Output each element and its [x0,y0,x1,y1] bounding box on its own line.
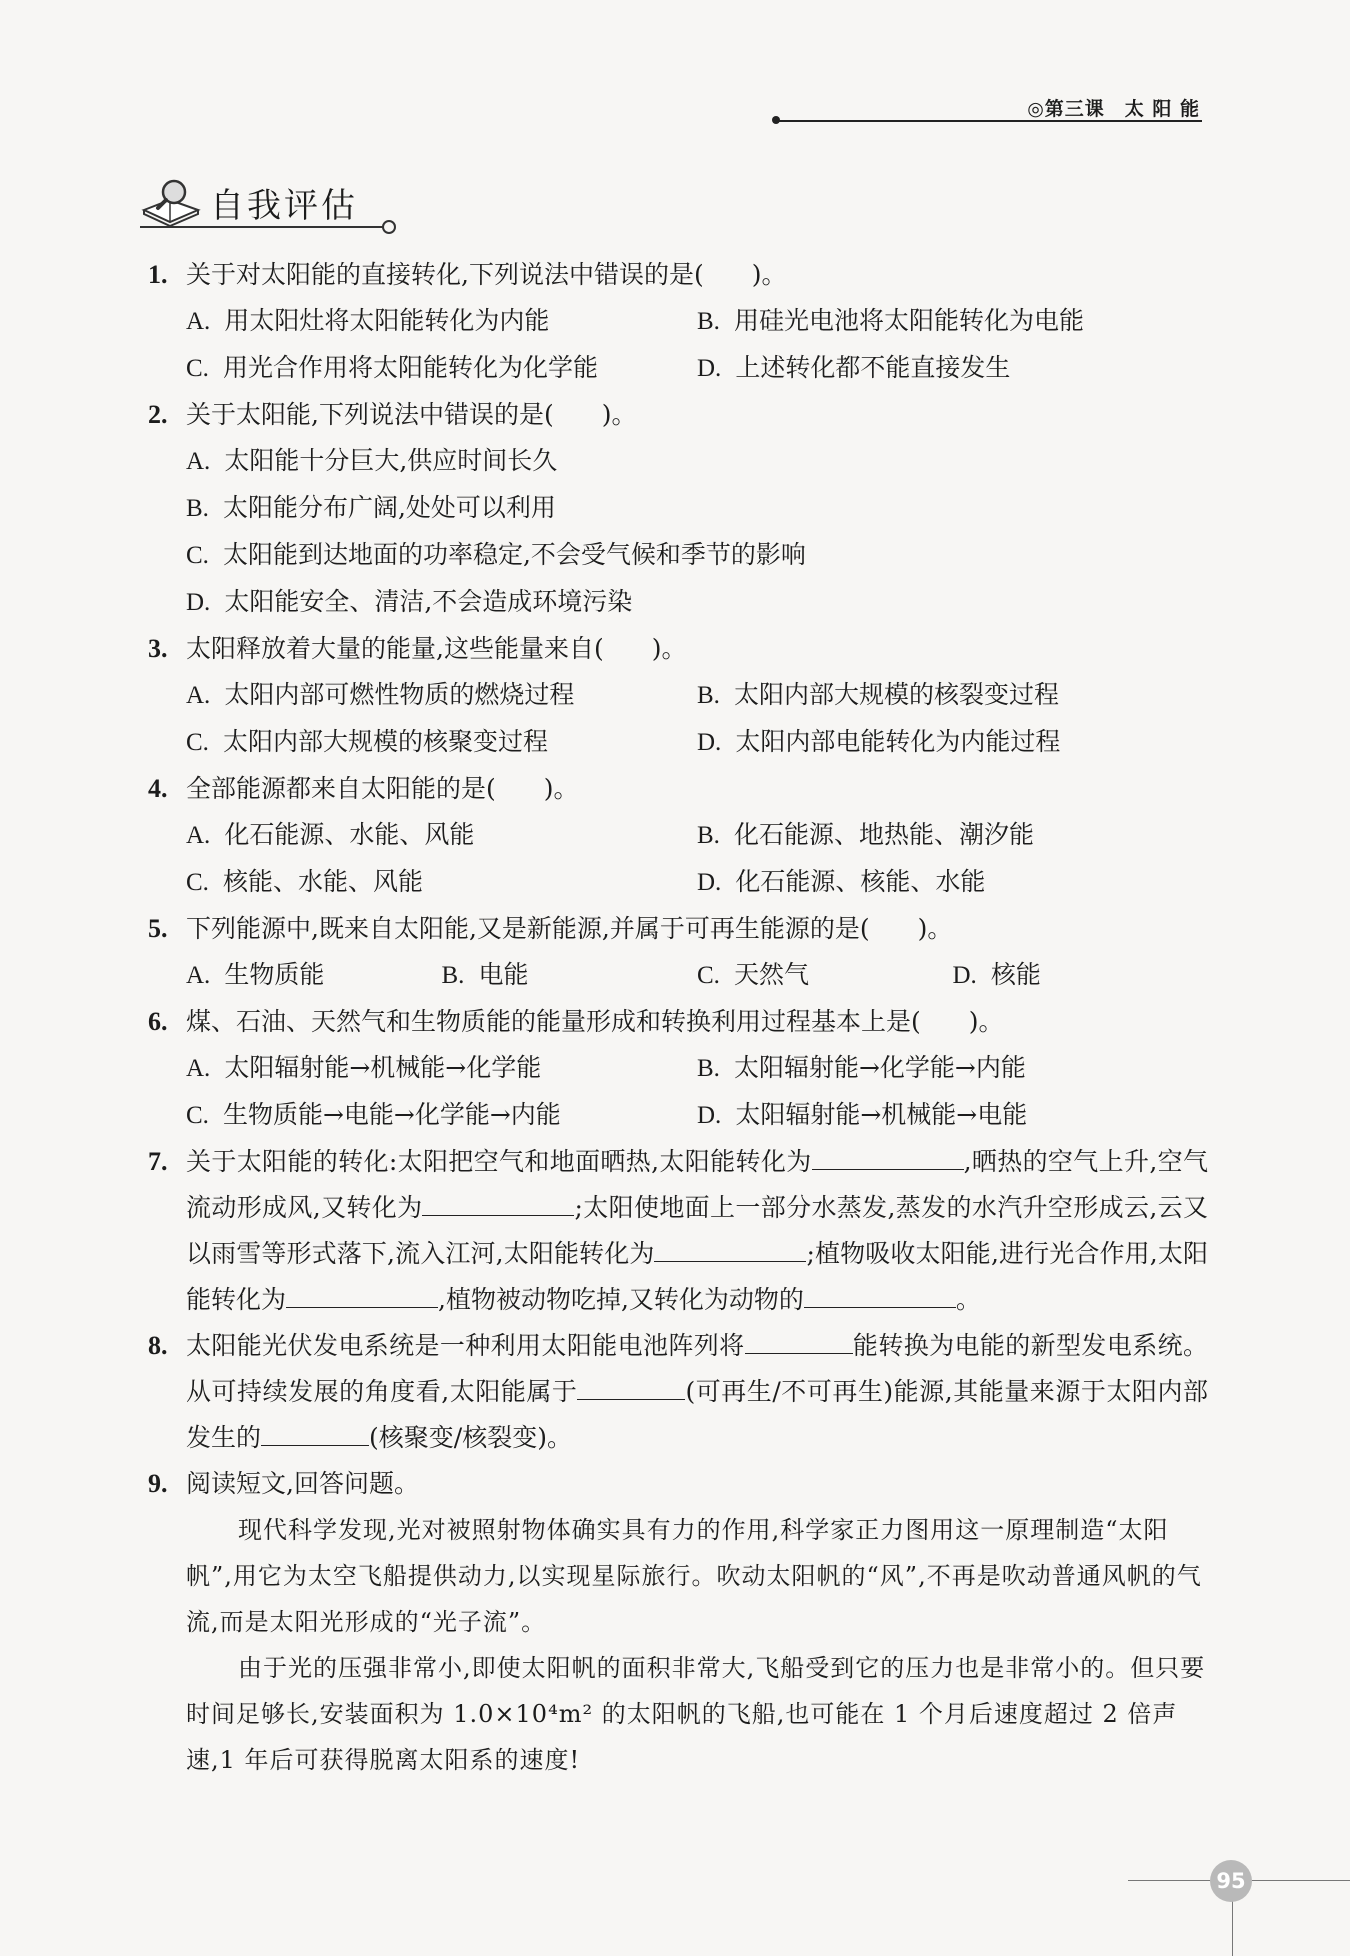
question-1: 1. 关于对太阳能的直接转化,下列说法中错误的是( )。 A. 用太阳灶将太阳能转化为内能 B. 用硅光电池将太阳能转化为电能 C. 用光合作用将太阳能转化为化学能 D. 上述转化都不能直接发生 [148,252,1208,392]
fill-blank[interactable] [745,1323,853,1354]
option-a[interactable]: A. 太阳辐射能→机械能→化学能 [186,1053,542,1082]
option-d[interactable]: D. 太阳辐射能→机械能→电能 [697,1100,1028,1129]
page-number-ornament [1120,1860,1350,1956]
option-a[interactable]: A. 生物质能 [186,960,325,989]
page-rule-right [1252,1880,1350,1881]
option-c[interactable]: C. 天然气 [697,960,809,989]
magnifier-book-icon [140,176,202,226]
option-c[interactable]: C. 太阳内部大规模的核聚变过程 [186,727,548,756]
section-rule-end [382,220,396,234]
lesson-header: ◎第三课 太 阳 能 [1027,98,1200,120]
option-b[interactable]: B. 太阳内部大规模的核裂变过程 [697,680,1059,709]
question-stem: 太阳释放着大量的能量,这些能量来自( [186,634,604,663]
question-stem: 关于对太阳能的直接转化,下列说法中错误的是( [186,260,704,289]
question-number: 9. [148,1469,168,1498]
option-b[interactable]: B. 电能 [441,960,529,989]
question-stem: 关于太阳能的转化:太阳把空气和地面晒热,太阳能转化为 ,晒热的空气上升,空气流动形成风,又转化为 ;太阳使地面上一部分水蒸发,蒸发的水汽升空形成云,云又以雨雪等形式落下,流入江河,太阳能转化为 ;植物吸收太阳能,进行光合作用,太阳能转化为 ,植物被动物吃掉,又转化为动物的 。 [186,1139,1208,1323]
option-a[interactable]: A. 化石能源、水能、风能 [186,820,475,849]
option-a[interactable]: A. 用太阳灶将太阳能转化为内能 [186,306,550,335]
options [186,298,1208,392]
fill-blank[interactable] [577,1369,685,1400]
option-a[interactable]: A. 太阳内部可燃性物质的燃烧过程 [186,680,575,709]
fill-blank[interactable] [261,1415,369,1446]
question-6: 6. 煤、石油、天然气和生物质能的能量形成和转换利用过程基本上是( )。 A. 太阳辐射能→机械能→化学能 B. 太阳辐射能→化学能→内能 C. 生物质能→电能→化学能→内能 D. 太阳辐射能→机械能→电能 [148,999,1208,1139]
option-d[interactable]: D. 太阳内部电能转化为内能过程 [697,727,1061,756]
question-stem: 煤、石油、天然气和生物质能的能量形成和转换利用过程基本上是( [186,1007,921,1036]
question-stem: 太阳能光伏发电系统是一种利用太阳能电池阵列将 能转换为电能的新型发电系统。从可持续发展的角度看,太阳能属于 (可再生/不可再生)能源,其能量来源于太阳内部发生的 (核聚变/核裂变)。 [186,1323,1208,1461]
option-c[interactable]: C. 太阳能到达地面的功率稳定,不会受气候和季节的影响 [186,540,806,569]
page-rule-vertical [1232,1896,1233,1956]
options [186,1045,1208,1139]
question-9 [148,1461,1208,1783]
fill-blank[interactable] [812,1139,964,1170]
option-c[interactable]: C. 核能、水能、风能 [186,867,423,896]
question-stem: 阅读短文,回答问题。 [186,1469,419,1498]
reading-paragraph: 由于光的压强非常小,即使太阳帆的面积非常大,飞船受到它的压力也是非常小的。但只要时间足够长,安装面积为 1.0×10⁴m² 的太阳帆的飞船,也可能在 1 个月后速度超过 2 倍声速,1 年后可获得脱离太阳系的速度! [186,1654,1206,1774]
question-list [148,252,1208,1783]
fill-blank[interactable] [286,1277,438,1308]
question-number: 5. [148,914,168,943]
question-number: 8. [148,1331,168,1360]
page-number: 95 [1210,1860,1252,1902]
options [186,438,1208,626]
question-stem: 下列能源中,既来自太阳能,又是新能源,并属于可再生能源的是( [186,914,870,943]
question-4: 4. 全部能源都来自太阳能的是( )。 A. 化石能源、水能、风能 B. 化石能源、地热能、潮汐能 C. 核能、水能、风能 D. 化石能源、核能、水能 [148,766,1208,906]
question-stem: 关于太阳能,下列说法中错误的是( [186,400,554,429]
option-c[interactable]: C. 用光合作用将太阳能转化为化学能 [186,353,598,382]
option-b[interactable]: B. 化石能源、地热能、潮汐能 [697,820,1034,849]
reading-paragraph: 现代科学发现,光对被照射物体确实具有力的作用,科学家正力图用这一原理制造“太阳帆”,用它为太空飞船提供动力,以实现星际旅行。吹动太阳帆的“风”,不再是吹动普通风帆的气流,而是太阳光形成的“光子流”。 [186,1516,1202,1636]
question-number: 7. [148,1147,168,1176]
option-d[interactable]: D. 核能 [952,960,1041,989]
option-b[interactable]: B. 太阳能分布广阔,处处可以利用 [186,493,556,522]
fill-blank[interactable] [654,1231,806,1262]
question-2: 2. 关于太阳能,下列说法中错误的是( )。 A. 太阳能十分巨大,供应时间长久 B. 太阳能分布广阔,处处可以利用 C. 太阳能到达地面的功率稳定,不会受气候和季节的影响 D. 太阳能安全、清洁,不会造成环境污染 [148,392,1208,626]
question-number: 6. [148,1007,168,1036]
page-rule-left [1128,1880,1210,1881]
question-3: 3. 太阳释放着大量的能量,这些能量来自( )。 A. 太阳内部可燃性物质的燃烧过程 B. 太阳内部大规模的核裂变过程 C. 太阳内部大规模的核聚变过程 D. 太阳内部电能转化为内能过程 [148,626,1208,766]
question-number: 4. [148,774,168,803]
question-stem: 全部能源都来自太阳能的是( [186,774,496,803]
header-rule [778,120,1202,122]
option-d[interactable]: D. 上述转化都不能直接发生 [697,353,1011,382]
question-number: 3. [148,634,168,663]
options [186,952,1208,999]
fill-blank[interactable] [804,1277,956,1308]
question-7 [148,1139,1208,1323]
section-heading [140,170,400,230]
fill-blank[interactable] [422,1185,574,1216]
options [186,812,1208,906]
question-5: 5. 下列能源中,既来自太阳能,又是新能源,并属于可再生能源的是( )。 A. 生物质能 B. 电能 C. 天然气 D. 核能 [148,906,1208,999]
reading-passage [186,1507,1208,1783]
option-b[interactable]: B. 太阳辐射能→化学能→内能 [697,1053,1026,1082]
section-rule [140,226,384,228]
option-a[interactable]: A. 太阳能十分巨大,供应时间长久 [186,446,558,475]
option-d[interactable]: D. 太阳能安全、清洁,不会造成环境污染 [186,587,633,616]
option-b[interactable]: B. 用硅光电池将太阳能转化为电能 [697,306,1084,335]
question-number: 2. [148,400,168,429]
question-number: 1. [148,260,168,289]
question-8 [148,1323,1208,1461]
option-c[interactable]: C. 生物质能→电能→化学能→内能 [186,1100,561,1129]
option-d[interactable]: D. 化石能源、核能、水能 [697,867,986,896]
section-title: 自我评估 [210,186,358,226]
options [186,672,1208,766]
